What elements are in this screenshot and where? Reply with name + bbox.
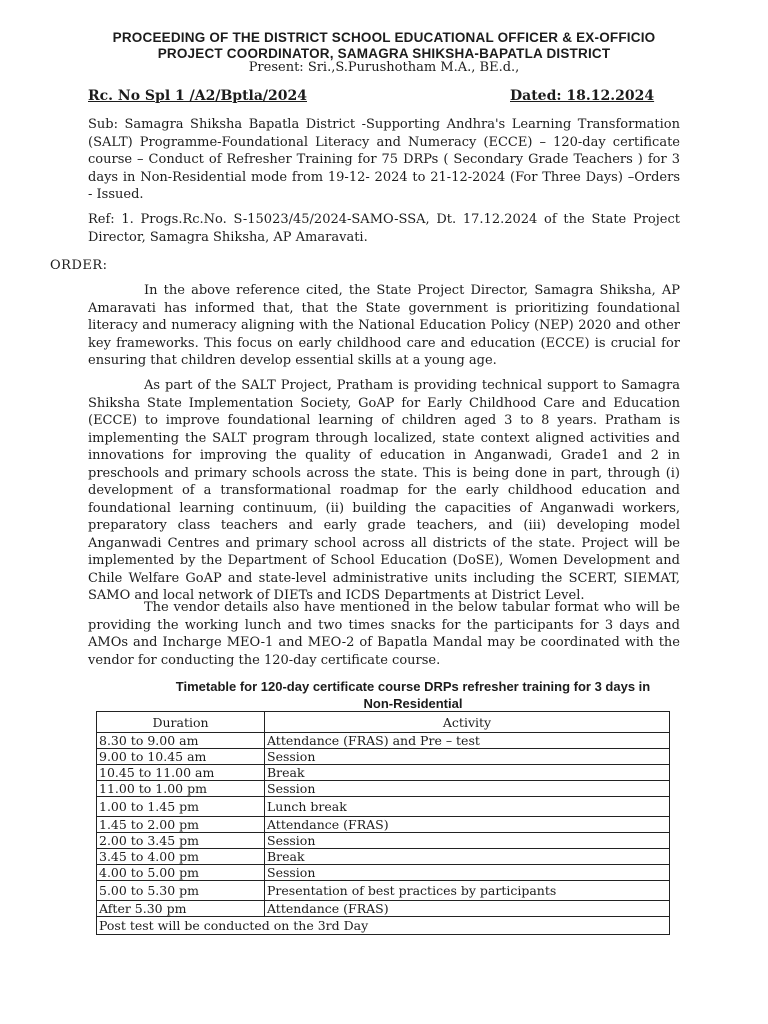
timetable-header-row (97, 712, 670, 733)
duration-cell: 8.30 to 9.00 am (97, 733, 265, 749)
table-row (97, 849, 670, 865)
activity-cell: Session (265, 749, 670, 765)
ref-paragraph: Ref: 1. Progs.Rc.No. S-15023/45/2024-SAMO-SSA, Dt. 17.12.2024 of the State Project Director, Samagra Shiksha, AP Amaravati. (88, 212, 680, 245)
table-row (97, 733, 670, 749)
table-footer-row (97, 917, 670, 935)
header-line-2: PROJECT COORDINATOR, SAMAGRA SHIKSHA-BAPATLA DISTRICT (157, 46, 611, 61)
activity-cell: Break (265, 849, 670, 865)
table-row (97, 881, 670, 901)
duration-cell: 4.00 to 5.00 pm (97, 865, 265, 881)
order-paragraph-3: The vendor details also have mentioned in the below tabular format who will be providing the working lunch and two times snacks for the participants for 3 days and AMOs and Incharge MEO-1 and MEO-2 of Bapatla Mandal may be coordinated with the vendor for conducting the 120-day certificate course. (88, 600, 680, 668)
duration-cell: 1.00 to 1.45 pm (97, 797, 265, 817)
activity-cell: Attendance (FRAS) (265, 901, 670, 917)
timetable-caption (88, 678, 738, 712)
activity-cell: Session (265, 833, 670, 849)
duration-cell: 11.00 to 1.00 pm (97, 781, 265, 797)
timetable (96, 711, 670, 935)
duration-cell: 3.45 to 4.00 pm (97, 849, 265, 865)
table-row (97, 901, 670, 917)
timetable-caption-line-2: Non-Residential (363, 696, 463, 711)
duration-cell: 1.45 to 2.00 pm (97, 817, 265, 833)
activity-cell: Session (265, 781, 670, 797)
present-line: Present: Sri.,S.Purushotham M.A., BE.d., (248, 60, 520, 75)
post-test-note: Post test will be conducted on the 3rd Day (97, 917, 670, 935)
activity-header: Activity (265, 712, 670, 733)
table-row (97, 749, 670, 765)
duration-header: Duration (97, 712, 265, 733)
order-paragraph-2: As part of the SALT Project, Pratham is providing technical support to Samagra Shiksha State Implementation Society, GoAP for Early Childhood Care and Education (ECCE) to improve foundational learning of children aged 3 to 8 years. Pratham is implementing the SALT program through localized, state context aligned activities and innovations for improving the quality of education in Anganwadi, Grade1 and 2 in preschools and primary schools across the state. This is being done in part, through (i) development of a transformational roadmap for the early childhood education and foundational learning continuum, (ii) building the capacities of Anganwadi workers, preparatory class teachers and early grade teachers, and (iii) developing model Anganwadi Centres and primary school across all districts of the state. Project will be implemented by the Department of School Education (DoSE), Women Development and Chile Welfare GoAP and state-level administrative units including the SCERT, SIEMAT, SAMO and local network of DIETs and ICDS Departments at District Level. (88, 378, 680, 603)
activity-cell: Attendance (FRAS) and Pre – test (265, 733, 670, 749)
order-paragraph-1: In the above reference cited, the State Project Director, Samagra Shiksha, AP Amaravati has informed that, that the State government is prioritizing foundational literacy and numeracy aligning with the National Education Policy (NEP) 2020 and other key frameworks. This focus on early childhood care and education (ECCE) is crucial for ensuring that children develop essential skills at a young age. (88, 283, 680, 368)
activity-cell: Attendance (FRAS) (265, 817, 670, 833)
table-row (97, 797, 670, 817)
activity-cell: Presentation of best practices by participants (265, 881, 670, 901)
activity-cell: Lunch break (265, 797, 670, 817)
duration-cell: 5.00 to 5.30 pm (97, 881, 265, 901)
table-row (97, 833, 670, 849)
timetable-caption-line-1: Timetable for 120-day certificate course DRPs refresher training for 3 days in (175, 679, 651, 694)
duration-cell: 2.00 to 3.45 pm (97, 833, 265, 849)
duration-cell: After 5.30 pm (97, 901, 265, 917)
order-label: ORDER: (50, 258, 108, 273)
table-row (97, 817, 670, 833)
table-row (97, 865, 670, 881)
duration-cell: 9.00 to 10.45 am (97, 749, 265, 765)
header-line-1: PROCEEDING OF THE DISTRICT SCHOOL EDUCATIONAL OFFICER & EX-OFFICIO (112, 30, 656, 45)
duration-cell: 10.45 to 11.00 am (97, 765, 265, 781)
reference-number: Rc. No Spl 1 /A2/Bptla/2024 (88, 88, 308, 104)
activity-cell: Break (265, 765, 670, 781)
activity-cell: Session (265, 865, 670, 881)
reference-date: Dated: 18.12.2024 (510, 88, 655, 104)
table-row (97, 781, 670, 797)
table-row (97, 765, 670, 781)
subject-paragraph: Sub: Samagra Shiksha Bapatla District -Supporting Andhra's Learning Transformation (SALT) Programme-Foundational Literacy and Numeracy (ECCE) – 120-day certificate course – Conduct of Refresher Training for 75 DRPs ( Secondary Grade Teachers ) for 3 days in Non-Residential mode from 19-12- 2024 to 21-12-2024 (For Three Days) –Orders - Issued. (88, 117, 680, 202)
